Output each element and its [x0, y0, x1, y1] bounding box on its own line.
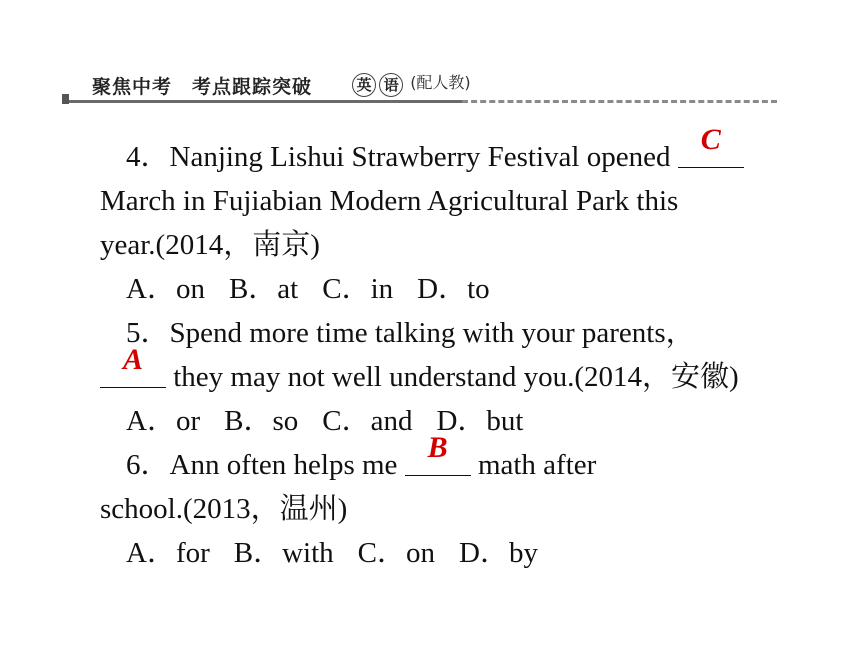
answer-5: A [122, 343, 143, 376]
question-6-options [126, 536, 562, 570]
option-d: D．by [459, 537, 538, 569]
header-rule-dashed [462, 100, 777, 103]
question-5-line-1: 5．Spend more time talking with your parents， [126, 317, 695, 349]
subject-badge [352, 70, 471, 97]
option-c: C．on [357, 537, 436, 569]
question-6-line-1: 6．Ann often helps me B math after [126, 431, 597, 481]
question-4-options [126, 272, 514, 306]
option-d: D．but [436, 405, 524, 437]
option-b: B．at [228, 273, 299, 305]
question-4-line-3: year.(2014，南京) [100, 229, 320, 261]
question-4-line-1: 4．Nanjing Lishui Strawberry Festival opened C [126, 140, 744, 174]
option-a: A．on [126, 273, 205, 305]
subject-char-2: 语 [379, 73, 403, 97]
answer-blank-5 [100, 343, 166, 388]
subject-char-1: 英 [352, 73, 376, 97]
answer-blank-4 [678, 123, 744, 168]
option-c: C．and [322, 405, 413, 437]
question-5-line-2: A they may not well understand you.(2014，安徽) [100, 360, 739, 394]
header-rule-solid [69, 100, 462, 103]
option-d: D．to [417, 273, 490, 305]
option-b: B．with [233, 537, 334, 569]
option-a: A．or [126, 405, 201, 437]
option-b: B．so [224, 405, 299, 437]
answer-6: B [427, 431, 448, 464]
option-a: A．for [126, 537, 210, 569]
question-4-line-2: March in Fujiabian Modern Agricultural Park this [100, 185, 679, 217]
answer-blank-6 [405, 431, 471, 476]
edition-label: (配人教) [410, 73, 471, 92]
question-5-options [126, 404, 547, 438]
page-header [62, 70, 782, 106]
question-6-line-2: school.(2013，温州) [100, 493, 348, 525]
option-c: C．in [322, 273, 394, 305]
header-marker [62, 94, 69, 104]
answer-4: C [700, 123, 721, 156]
header-title: 聚焦中考 考点跟踪突破 [92, 76, 313, 98]
